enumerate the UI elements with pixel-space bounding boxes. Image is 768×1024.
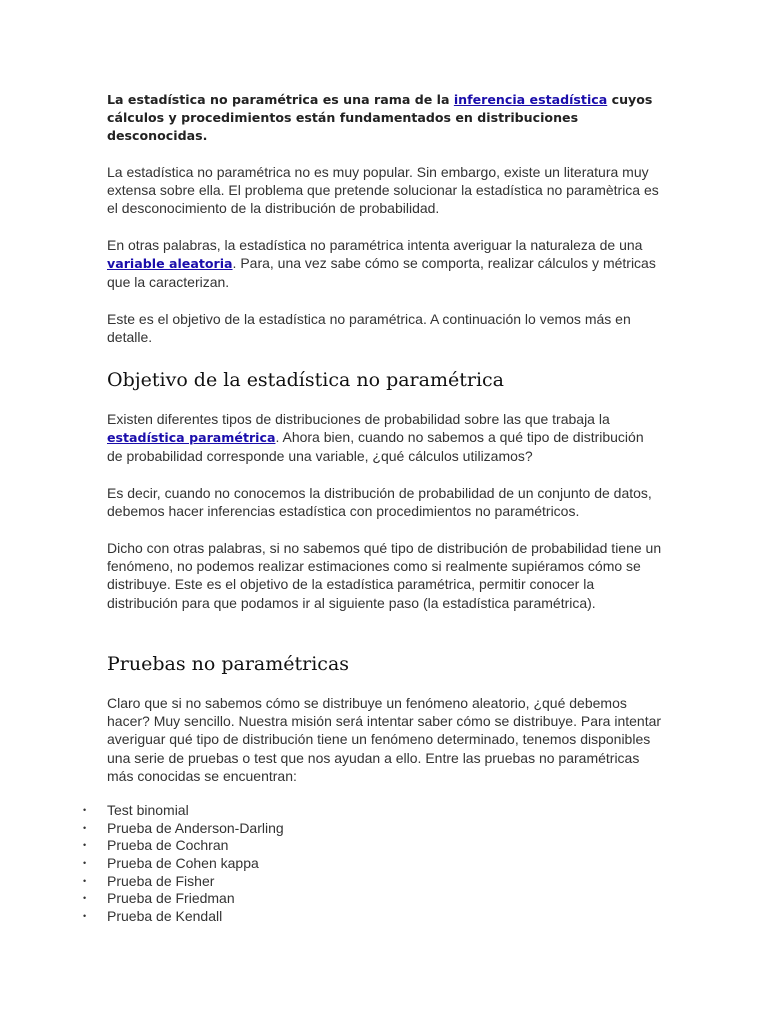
list-item-label: Prueba de Anderson-Darling xyxy=(107,819,284,836)
list-item-label: Prueba de Kendall xyxy=(107,908,223,925)
bullet-icon: • xyxy=(83,805,87,815)
link-inferencia-estadistica[interactable]: inferencia estadística xyxy=(453,92,608,107)
bullet-icon: • xyxy=(83,840,87,851)
paragraph-other-words xyxy=(107,236,662,292)
paragraph-4-text-before: Existen diferentes tipos de distribuciones de probabilidad sobre las que trabaja la xyxy=(107,411,610,427)
intro-text-before: La estadística no paramétrica es una rama de la xyxy=(107,92,454,107)
paragraph-inferences: Es decir, cuando no conocemos la distribución de probabilidad de un conjunto de datos, debemos hacer inferencias estadística con procedimientos no paramétricos. xyxy=(107,485,652,520)
heading-pruebas: Pruebas no paramétricas xyxy=(107,653,350,675)
bullet-icon: • xyxy=(83,858,87,869)
heading-objetivo: Objetivo de la estadística no paramétrica xyxy=(107,369,504,391)
paragraph-2-text-before: En otras palabras, la estadística no paramétrica intenta averiguar la naturaleza de una xyxy=(107,237,643,253)
list-item xyxy=(83,873,284,891)
bullet-icon: • xyxy=(83,911,87,922)
paragraph-distribution-types xyxy=(107,410,662,466)
paragraph-pruebas-intro: Claro que si no sabemos cómo se distribuye un fenómeno aleatorio, ¿qué debemos hacer? Muy sencillo. Nuestra misión será intentar saber cómo se distribuye. Para intentar averiguar qué tipo de distribución tiene un fenómeno determinado, tenemos disponibles una serie de pruebas o test que nos ayudan a ello. Entre las pruebas no paramétricas más conocidas se encuentran: xyxy=(107,695,662,784)
tests-list xyxy=(83,802,284,926)
link-estadistica-parametrica[interactable]: estadística paramétrica xyxy=(107,430,276,446)
list-item-label: Prueba de Fisher xyxy=(107,872,215,889)
paragraph-4-text-after: . Ahora bien, cuando no sabemos a qué tipo de distribución de probabilidad corresponde una variable, ¿qué cálculos utilizamos? xyxy=(107,429,644,465)
intro-paragraph xyxy=(107,91,662,145)
list-item xyxy=(83,820,284,838)
bullet-icon: • xyxy=(83,822,87,833)
list-item xyxy=(83,908,284,926)
list-item-label: Prueba de Cochran xyxy=(107,837,229,854)
bullet-icon: • xyxy=(83,893,87,904)
link-variable-aleatoria[interactable]: variable aleatoria xyxy=(107,256,233,272)
list-item xyxy=(83,855,284,873)
list-item-label: Prueba de Friedman xyxy=(107,890,235,907)
paragraph-2-text-after: . Para, una vez sabe cómo se comporta, realizar cálculos y métricas que la caracterizan. xyxy=(107,255,656,291)
paragraph-objective-intro: Este es el objetivo de la estadística no paramétrica. A continuación lo vemos más en detalle. xyxy=(107,311,631,346)
intro-text-after: cuyos cálculos y procedimientos están fundamentados en distribuciones desconocidas. xyxy=(107,92,653,143)
list-item xyxy=(83,890,284,908)
list-item-label: Test binomial xyxy=(107,802,189,818)
list-item-label: Prueba de Cohen kappa xyxy=(107,855,259,872)
list-item xyxy=(83,837,284,855)
paragraph-other-words-2: Dicho con otras palabras, si no sabemos qué tipo de distribución de probabilidad tiene un fenómeno, no podemos realizar estimaciones como si realmente supiéramos cómo se distribuye. Este es el objetivo de la estadística paramétrica, permitir conocer la distribución para que podamos ir al siguiente paso (la estadística paramétrica). xyxy=(107,540,662,611)
bullet-icon: • xyxy=(83,875,87,886)
list-item xyxy=(83,802,284,820)
paragraph-popularity: La estadística no paramétrica no es muy popular. Sin embargo, existe un literatura muy extensa sobre ella. El problema que pretende solucionar la estadística no paramètrica es el desconocimiento de la distribución de probabilidad. xyxy=(107,164,659,217)
